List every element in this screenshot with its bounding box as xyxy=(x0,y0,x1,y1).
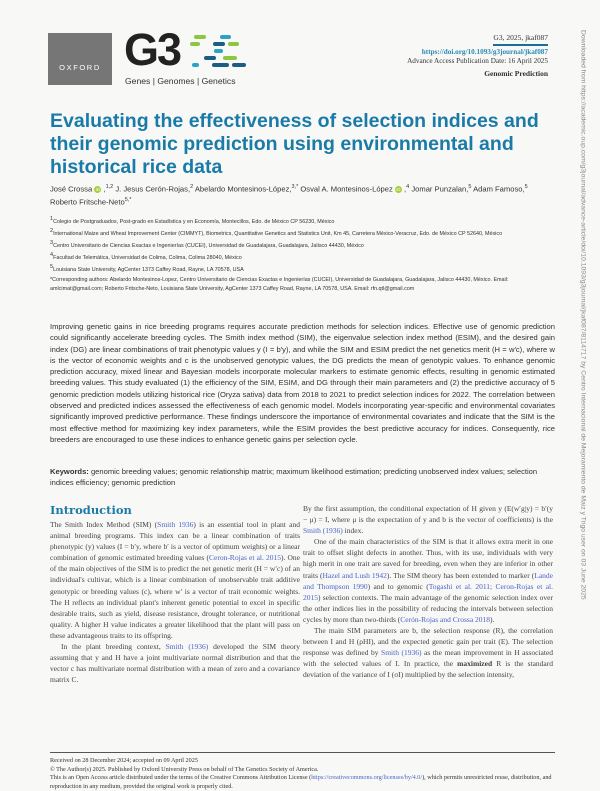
logo-dash xyxy=(223,56,237,60)
text: ), which permits unrestricted reuse, distribution, and reproduction in any medium, provided the original work is properly cited. xyxy=(50,774,552,790)
text: This is an Open Access article distributed under the terms of the Creative Commons Attribution License ( xyxy=(50,774,312,781)
article-title: Evaluating the effectiveness of selection indices and their genomic prediction using environmental and historical rice data xyxy=(50,110,539,178)
text: ). xyxy=(490,614,495,624)
affiliation: $^3$Centro Universitario de Ciencias Exactas e Ingenierías (CUCEI), Universidad de Guadalajara, Guadalajara, Jalisco 44430, México xyxy=(50,240,364,249)
affiliation-marker: 5 xyxy=(468,184,472,190)
received-dates: Received on 28 December 2024; accepted on 09 April 2025 xyxy=(50,757,198,764)
license xyxy=(50,774,555,791)
oxford-logo[interactable]: OXFORD xyxy=(48,33,112,85)
affiliation-marker: 4 xyxy=(406,184,410,190)
author-name[interactable]: Abelardo Montesinos-López, xyxy=(194,184,292,194)
affiliation-number: 1 xyxy=(50,216,54,222)
affiliation-marker: 2 xyxy=(190,184,194,190)
logo-dash xyxy=(214,49,223,53)
citation-link[interactable]: Togashi et al. 2011; Ceron-Rojas et al. 2015 xyxy=(303,581,553,602)
article-section: Genomic Prediction xyxy=(484,69,548,78)
footer-divider xyxy=(50,752,555,753)
introduction-heading: Introduction xyxy=(50,503,132,517)
paragraph xyxy=(303,625,553,680)
paragraph xyxy=(50,519,300,641)
author-name[interactable]: J. Jesus Cerón-Rojas, xyxy=(115,184,191,194)
affiliation-number: 2 xyxy=(50,228,54,234)
text: ). One of the main objectives of the SIM is to predict the net genetic merit (H = w′c) of an individual's cultivar, which is a linear combination of unobservable trait additive genotypic or breeding values (c), where w′ is a vector of trait economic weights. The H reflects an individual plant's inherent genetic potential to excel in specific desirable traits, such as yield, disease resistance, drought tolerance, or nutritional quality. A higher H value indicates a greater likelihood that the plant will pass on these advantageous traits to its offspring. xyxy=(50,553,300,640)
logo-dash xyxy=(228,42,239,46)
keywords xyxy=(50,466,555,489)
affiliation-marker: 5 xyxy=(524,184,528,190)
bold-text: maximized xyxy=(457,659,493,669)
affiliations xyxy=(50,215,560,275)
logo-dash xyxy=(204,56,216,60)
affiliation: $^5$Louisiana State University, AgCenter 1373 Caffey Road, Rayne, LA 70578, USA xyxy=(50,264,244,273)
author-name[interactable]: José Crossa xyxy=(50,184,93,194)
author-name[interactable]: Osval A. Montesinos-López xyxy=(300,184,393,194)
copyright: © The Author(s) 2025. Published by Oxford University Press on behalf of The Genetics Society of America. xyxy=(50,765,319,773)
text: ). The SIM theory has been extended to marker ( xyxy=(386,570,535,580)
logo-dash xyxy=(232,63,246,67)
text: ) and to genomic ( xyxy=(367,581,429,591)
text: R is the standard deviation of the variance of I (σI) multiplied by the selection intensity, xyxy=(303,659,553,680)
download-watermark xyxy=(575,30,590,760)
affiliation-marker: 3,* xyxy=(291,184,299,190)
text: developed the SIM theory assuming that y and H have a joint multivariate normal distribution and that the vector c has multivariate normal distribution with a mean of zero and a covariance matrix C. xyxy=(50,642,300,685)
citation-link[interactable]: Lande and Thompson 1990 xyxy=(303,570,553,591)
text: ) is an essential tool in plant and animal breeding programs. This index can be a linear combination of traits phenotypic (y) values (I = b′y, where b′ is a vector of optimum weights) or a linear combination of genomic estimated breeding values ( xyxy=(50,520,300,563)
keywords-label: Keywords: xyxy=(50,467,89,476)
author-list: José Crossa iD ,$^{1,2}$ J. Jesus Cerón-Rojas,$^2$ Abelardo Montesinos-López,$^{3,*}$ Osval A. Montesinos-López iD ,$^4$ Jomar Punzalan,$^5$ Adam Famoso,$^5$ Roberto Fritsche-Neto$^{5,*}$ xyxy=(50,184,528,207)
author-name[interactable]: Adam Famoso, xyxy=(473,184,525,194)
logo-dash xyxy=(220,35,231,39)
logo-dash xyxy=(194,35,206,39)
text: The Smith Index Method (SIM) ( xyxy=(50,520,158,529)
paragraph xyxy=(303,503,553,536)
affiliation-marker: 1,2 xyxy=(105,184,114,190)
download-watermark-text: Downloaded from https://academic.oup.com/g3journal/advance-article/doi/10.1093/g3journal/jkaf087/8114717 by Centro Internacional de Mejoramiento de Maiz y Trigo user on 03 June 2025 xyxy=(579,30,586,600)
text: One of the main characteristics of the SIM is that it allows extra merit in one trait to offset slight defects in another. Thus, with its use, individuals with very high merit in one trait are saved for breeding, even when they are inferior in other traits ( xyxy=(303,537,553,580)
affiliation-marker: 5,* xyxy=(124,196,132,203)
publication-date: Advance Access Publication Date: 16 April 2025 xyxy=(407,57,548,65)
body-column-left xyxy=(50,519,300,685)
author-name[interactable]: Roberto Fritsche-Neto xyxy=(50,197,125,207)
citation-link[interactable]: Smith (1936) xyxy=(381,648,422,658)
abstract: Improving genetic gains in rice breeding programs requires accurate prediction methods for selection indices. Effective use of genomic prediction could significantly accelerate breeding cycles. The Smith index method (SIM), the eigenvalue selection index method (ESIM), and the desired gain index (DG) are linear combinations of trait phenotypic values y (I = b′y), and while the SIM and ESIM predict the net genetics merit (H = w′c), where w is the vector of economic weights and c is the unobserved genotypic values, the DG predicts the mean of genotypic values. To enhance genomic prediction accuracy, mixed linear and Bayesian models incorporate molecular markers to estimate genomic effects, resulting in genomic estimated breeding values. This study evaluated (1) the efficiency of the SIM, ESIM, and DG through their main parameters and (2) the predictive accuracy of 5 genomic prediction models utilizing historical rice (Oryza sativa) data from 2018 to 2021 to predict selection indices for 2022. The correlation between observed and predicted indices assessed the effectiveness of each genomic model. Models incorporating year-specific and environmental covariates significantly improved predictive performance. These findings underscore the importance of environmental covariates and indicate that the SIM is the most effective method for maximizing key index parameters, while the ESIM provides the best predictive accuracy for indices. Consequently, rice breeders are encouraged to use these indices to enhance genetic gains per selection cycle. xyxy=(50,322,555,444)
body-column-right xyxy=(303,503,553,681)
citation-link[interactable]: Smith (1936) xyxy=(303,526,343,536)
citation-link[interactable]: Smith (1936) xyxy=(165,642,209,652)
text: as the mean improvement in H associated with the selected values of I. In practice, the xyxy=(303,648,553,669)
citation-link[interactable]: Smith 1936 xyxy=(157,520,194,529)
journal-tagline: Genes | Genomes | Genetics xyxy=(125,76,236,86)
orcid-icon[interactable]: iD xyxy=(95,187,100,193)
text: By the first assumption, the conditional expectation of H given y (E(w′g|y) = b′(y − μ) = I, where μ is the expectation of y and b is the vector of coefficients) is the xyxy=(303,504,553,525)
doi-link[interactable]: https://doi.org/10.1093/g3journal/jkaf087 xyxy=(421,48,548,56)
license-link[interactable]: https://creativecommons.org/licenses/by/4.0/ xyxy=(311,774,423,781)
citation-link[interactable]: Hazel and Lush 1942 xyxy=(322,570,387,580)
journal-citation: G3, 2025, jkaf087 xyxy=(493,33,548,46)
affiliation-number: 3 xyxy=(50,240,54,246)
paragraph xyxy=(50,641,300,685)
text: The main SIM parameters are b, the selection response (R), the correlation between I and H (ρHI), and the expected genetic gain per trait (E). The selection response was defined by xyxy=(303,626,553,658)
article-footer xyxy=(50,757,555,791)
logo-dash xyxy=(190,42,200,46)
text: index. xyxy=(342,526,364,536)
logo-dash xyxy=(212,63,229,67)
affiliation-number: 5 xyxy=(50,264,54,270)
citation-link[interactable]: Cerón-Rojas and Crossa 2018 xyxy=(400,614,491,624)
text: In the plant breeding context, xyxy=(61,642,166,652)
orcid-icon[interactable]: iD xyxy=(396,187,401,193)
author-name[interactable]: Jomar Punzalan, xyxy=(411,184,469,194)
logo-dash xyxy=(213,42,225,46)
g3-journal-logo[interactable]: G3 xyxy=(124,24,181,75)
affiliation-number: 4 xyxy=(50,252,54,258)
affiliation: $^2$International Maize and Wheat Improvement Center (CIMMYT), Biometrics, Quantitative Genetics and Statistics Unit, Km 45, Carretera México-Veracruz, Edo. de México CP 52640, México xyxy=(50,228,503,237)
corresponding-authors: *Corresponding authors: Abelardo Montesinos-Lopez, Centro Universitario de Ciencias Exactas e Ingenierías (CUCEI), Universidad de Guadalajara, Guadalajara, Jalisco 44430, México. Email: amlcimat@gmail.com; Roberto Fritsche-Neto, Louisiana State University, AgCenter 1373 Caffey Road, Rayne, LA 70578, USA. Email: rfn.qtl@gmail.com xyxy=(50,277,509,293)
logo-dash xyxy=(192,63,199,67)
g3-dashes-logo-icon xyxy=(190,33,252,69)
affiliation: $^4$Facultad de Telemática, Universidad de Colima, Colima, Colima 28040, México xyxy=(50,252,242,261)
citation-link[interactable]: Ceron-Rojas et al. 2015 xyxy=(208,553,281,563)
text: ) selection contexts. The main advantage of the genomic selection index over the other indices lies in the possibility of reducing the intervals between selection cycles by more than two-thirds ( xyxy=(303,592,553,624)
paragraph xyxy=(303,536,553,625)
keywords-list: genomic breeding values; genomic relationship matrix; maximum likelihood estimation; predicting unobserved index values; selection indices efficiency; genomic prediction xyxy=(50,467,538,488)
affiliation: $^1$Colegio de Postgraduados, Post-grado en Estadística y en Economía, Montecillos, Edo. de México CP 56230, México xyxy=(50,216,335,225)
